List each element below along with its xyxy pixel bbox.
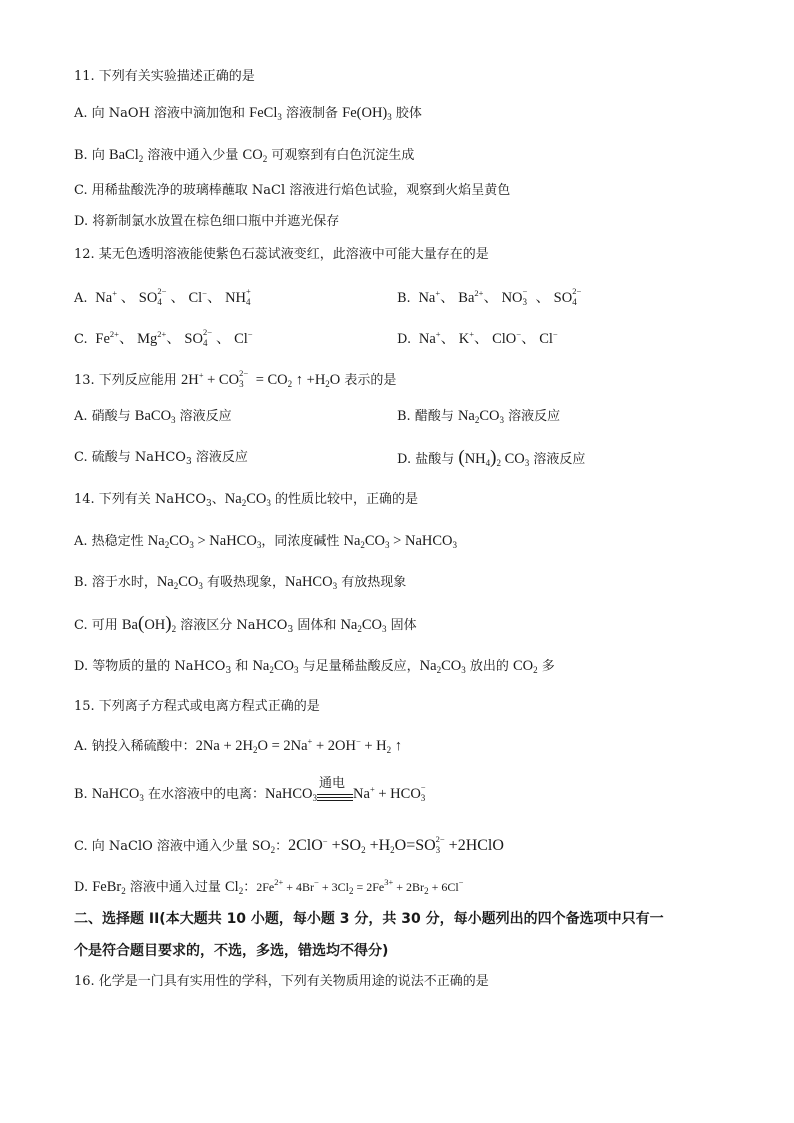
q11-option-b[interactable]	[74, 146, 414, 168]
q12-a-ions: Na+ 、 SO 2− 4 、 Cl−、 NH + 4	[91, 286, 251, 307]
q13-c-post: 溶液反应	[191, 450, 248, 465]
q14-d-pre: D. 等物质的量的 NaHCO	[74, 659, 226, 674]
q15-d-equation: $2Fe^{2+} + 4Br^- + 3Cl_2 = 2Fe^{3+} + 2Br_2 + 6Cl^-$	[256, 877, 464, 896]
electrolysis-equal-sign	[317, 775, 353, 804]
q11-b-text-post: 可观察到有白色沉淀生成	[267, 148, 415, 163]
q14-d-mid3: 放出的	[465, 659, 513, 674]
q13-a-formula-sub: 3	[171, 415, 176, 425]
q15-b-pre: B.	[74, 787, 92, 802]
q14-stem: 14. 下列有关 NaHCO$_3$、$Na_2CO_3$ 的性质比较中，正确的是	[74, 491, 418, 509]
q13-d-pre: D. 盐酸与	[397, 452, 459, 467]
q15-b-formula: NaHCO$_3$	[91, 786, 144, 803]
q14-b-formula-2: NaHCO$_3$	[285, 574, 338, 591]
q13-option-b[interactable]	[397, 407, 560, 429]
q14-stem-pre: 14. 下列有关 NaHCO	[74, 492, 207, 507]
q14-a-comparison-1: $Na_2CO_3$ > NaHCO$_3$	[147, 533, 262, 550]
q15-d-colon: ：	[243, 880, 257, 895]
q11-option-c[interactable]: C. 用稀盐酸洗净的玻璃棒蘸取 NaCl 溶液进行焰色试验，观察到火焰呈黄色	[74, 183, 511, 198]
q14-d-mid2: 与足量稀盐酸反应，	[298, 659, 420, 674]
q15-d-formula-1: FeBr$_2$	[92, 879, 126, 896]
q14-option-b[interactable]	[74, 573, 406, 595]
q13-a-post: 溶液反应	[175, 409, 232, 424]
q12-b-label: B.	[397, 291, 411, 306]
q12-option-b[interactable]	[397, 284, 585, 308]
q15-a-pre: A. 钠投入稀硫酸中：	[74, 739, 196, 754]
q15-d-pre: D.	[74, 880, 93, 895]
q12-c-label: C.	[74, 332, 88, 347]
q12-option-c[interactable]	[74, 325, 253, 349]
q11-option-a[interactable]	[74, 104, 422, 126]
q14-b-pre: B. 溶于水时，	[74, 575, 157, 590]
q15-a-equation: $2Na + 2H_2O = 2Na^+ + 2OH^- + H_2$ ↑	[195, 736, 403, 755]
q15-c-equation: $2ClO^- +SO_2 +H_2O=SO$ 2− 3 +2HClO	[288, 834, 504, 855]
q13-stem-pre: 13. 下列反应能用	[74, 373, 181, 388]
q14-a-pre: A. 热稳定性	[74, 534, 148, 549]
q11-a-formula-2-sub: 3	[387, 112, 392, 122]
q12-b-ions: Na+、 $Ba^{2+}$、 NO − 3 、 SO 2− 4	[414, 286, 582, 307]
q13-b-post: 溶液反应	[504, 409, 561, 424]
q13-equation: 2H+ + CO 2− 3 = $CO_2$ ↑ $+H_2O$	[180, 368, 341, 389]
q13-stem	[74, 366, 396, 393]
q14-option-d[interactable]: D. 等物质的量的 NaHCO$_3$ 和 $Na_2CO_3$ 与足量稀盐酸反应，$Na_2CO_3$ 放出的 $CO_2$ 多	[74, 658, 555, 676]
q14-stem-post: 的性质比较中，正确的是	[270, 492, 418, 507]
q11-b-text-pre: B. 向	[74, 148, 109, 163]
q13-option-c[interactable]	[74, 449, 248, 471]
q14-d-post: 多	[537, 659, 555, 674]
q15-b-mid: 在水溶液中的电离：	[143, 787, 265, 802]
q15-option-a[interactable]	[74, 732, 402, 759]
q15-c-colon: ：	[275, 839, 289, 854]
q11-a-formula-1: FeCl	[249, 105, 278, 121]
q15-option-c[interactable]	[74, 832, 504, 859]
q14-c-mid2: 固体和	[293, 618, 341, 633]
q14-c-post: 固体	[386, 618, 417, 633]
q14-c-pre: C. 可用	[74, 618, 122, 633]
q14-d-mid: 和	[231, 659, 253, 674]
q14-a-mid: ，同浓度碱性	[261, 534, 344, 549]
q13-c-sub: 3	[185, 457, 192, 467]
q11-stem: 11. 下列有关实验描述正确的是	[74, 69, 255, 84]
q15-c-pre: C. 向 NaClO 溶液中通入少量	[74, 839, 253, 854]
q11-a-text-mid: 溶液制备	[281, 106, 343, 121]
q14-d-formula-1: $Na_2CO_3$	[252, 658, 299, 675]
q14-c-mid: 溶液区分 NaHCO	[176, 618, 288, 633]
section-2-heading-line-2: 个是符合题目要求的，不选，多选，错选均不得分)	[74, 943, 389, 959]
q14-option-c[interactable]: C. 可用 $Ba(OH)_2$ 溶液区分 NaHCO$_3$ 固体和 $Na_2CO_3$ 固体	[74, 613, 417, 635]
q12-c-ions: $Fe^{2+}$、 $Mg^{2+}$、 SO 2− 4 、 Cl−	[91, 327, 253, 348]
q13-option-d[interactable]	[397, 449, 585, 472]
q11-a-formula-2: Fe(OH)	[342, 105, 388, 121]
q14-d-formula-2: $Na_2CO_3$	[419, 658, 466, 675]
q15-option-d[interactable]	[74, 873, 463, 900]
electrolysis-label: 通电	[319, 775, 346, 790]
q14-stem-formula: $Na_2CO_3$	[224, 491, 271, 508]
q14-b-formula-1: $Na_2CO_3$	[156, 574, 203, 591]
q11-b-formula-1: BaCl	[108, 147, 139, 163]
q13-b-formula: $Na_2CO_3$	[457, 408, 505, 425]
q13-a-formula: BaCO	[134, 408, 172, 424]
q15-d-mid: 溶液中通入过量	[125, 880, 225, 895]
q14-option-a[interactable]	[74, 532, 457, 554]
q13-option-a[interactable]	[74, 407, 232, 429]
q15-c-gas: $SO_2$	[252, 838, 276, 855]
q13-b-pre: B. 醋酸与	[397, 409, 458, 424]
q13-c-pre: C. 硫酸与 NaHCO	[74, 450, 186, 465]
q12-stem: 12. 某无色透明溶液能使紫色石蕊试液变红，此溶液中可能大量存在的是	[74, 247, 489, 262]
q11-option-d[interactable]: D. 将新制氯水放置在棕色细口瓶中并遮光保存	[74, 214, 340, 229]
q14-stem-mid: 、	[211, 492, 225, 507]
q12-option-d[interactable]	[397, 325, 558, 349]
q11-b-formula-1-sub: 2	[138, 154, 144, 164]
q14-c-formula: $Ba(OH)_2$	[121, 613, 177, 634]
q14-c-formula-2: $Na_2CO_3$	[340, 617, 387, 634]
q14-b-post: 有放热现象	[337, 575, 407, 590]
q15-d-formula-2: $Cl_2$	[225, 879, 244, 896]
q11-a-text-pre: A. 向 NaOH 溶液中滴加饱和	[74, 106, 250, 121]
section-2-heading-line-1: 二、选择题 II(本大题共 10 小题，每小题 3 分，共 30 分，每小题列出的四个备选项中只有一	[74, 911, 664, 927]
q16-stem: 16. 化学是一门具有实用性的学科，下列有关物质用途的说法不正确的是	[74, 974, 489, 989]
q11-a-text-post: 胶体	[391, 106, 422, 121]
q13-d-formula: $(NH_4)_2$ $CO_3$	[458, 447, 530, 468]
q11-b-text-mid: 溶液中通入少量	[143, 148, 243, 163]
q15-b-equation: NaHCO$_3$ 通电 Na+ + HCO − 3	[265, 775, 426, 803]
q12-a-label: A.	[74, 291, 88, 306]
q15-option-b[interactable]	[74, 775, 434, 807]
q11-b-formula-2-sub: 2	[262, 154, 268, 164]
q11-a-formula-1-sub: 3	[277, 112, 282, 122]
q14-b-mid: 有吸热现象，	[202, 575, 286, 590]
q13-d-post: 溶液反应	[529, 452, 586, 467]
q15-stem: 15. 下列离子方程式或电离方程式正确的是	[74, 699, 320, 714]
q12-d-ions: Na+、 K+、 ClO−、 Cl−	[415, 329, 558, 347]
q14-d-formula-3: $CO_2$	[513, 658, 538, 675]
q12-option-a[interactable]	[74, 284, 259, 308]
q12-d-label: D.	[397, 332, 412, 347]
q11-b-formula-2: CO	[242, 147, 263, 163]
q13-a-pre: A. 硝酸与	[74, 409, 135, 424]
q14-a-comparison-2: $Na_2CO_3$ > NaHCO$_3$	[343, 533, 457, 550]
q13-stem-post: 表示的是	[340, 373, 397, 388]
